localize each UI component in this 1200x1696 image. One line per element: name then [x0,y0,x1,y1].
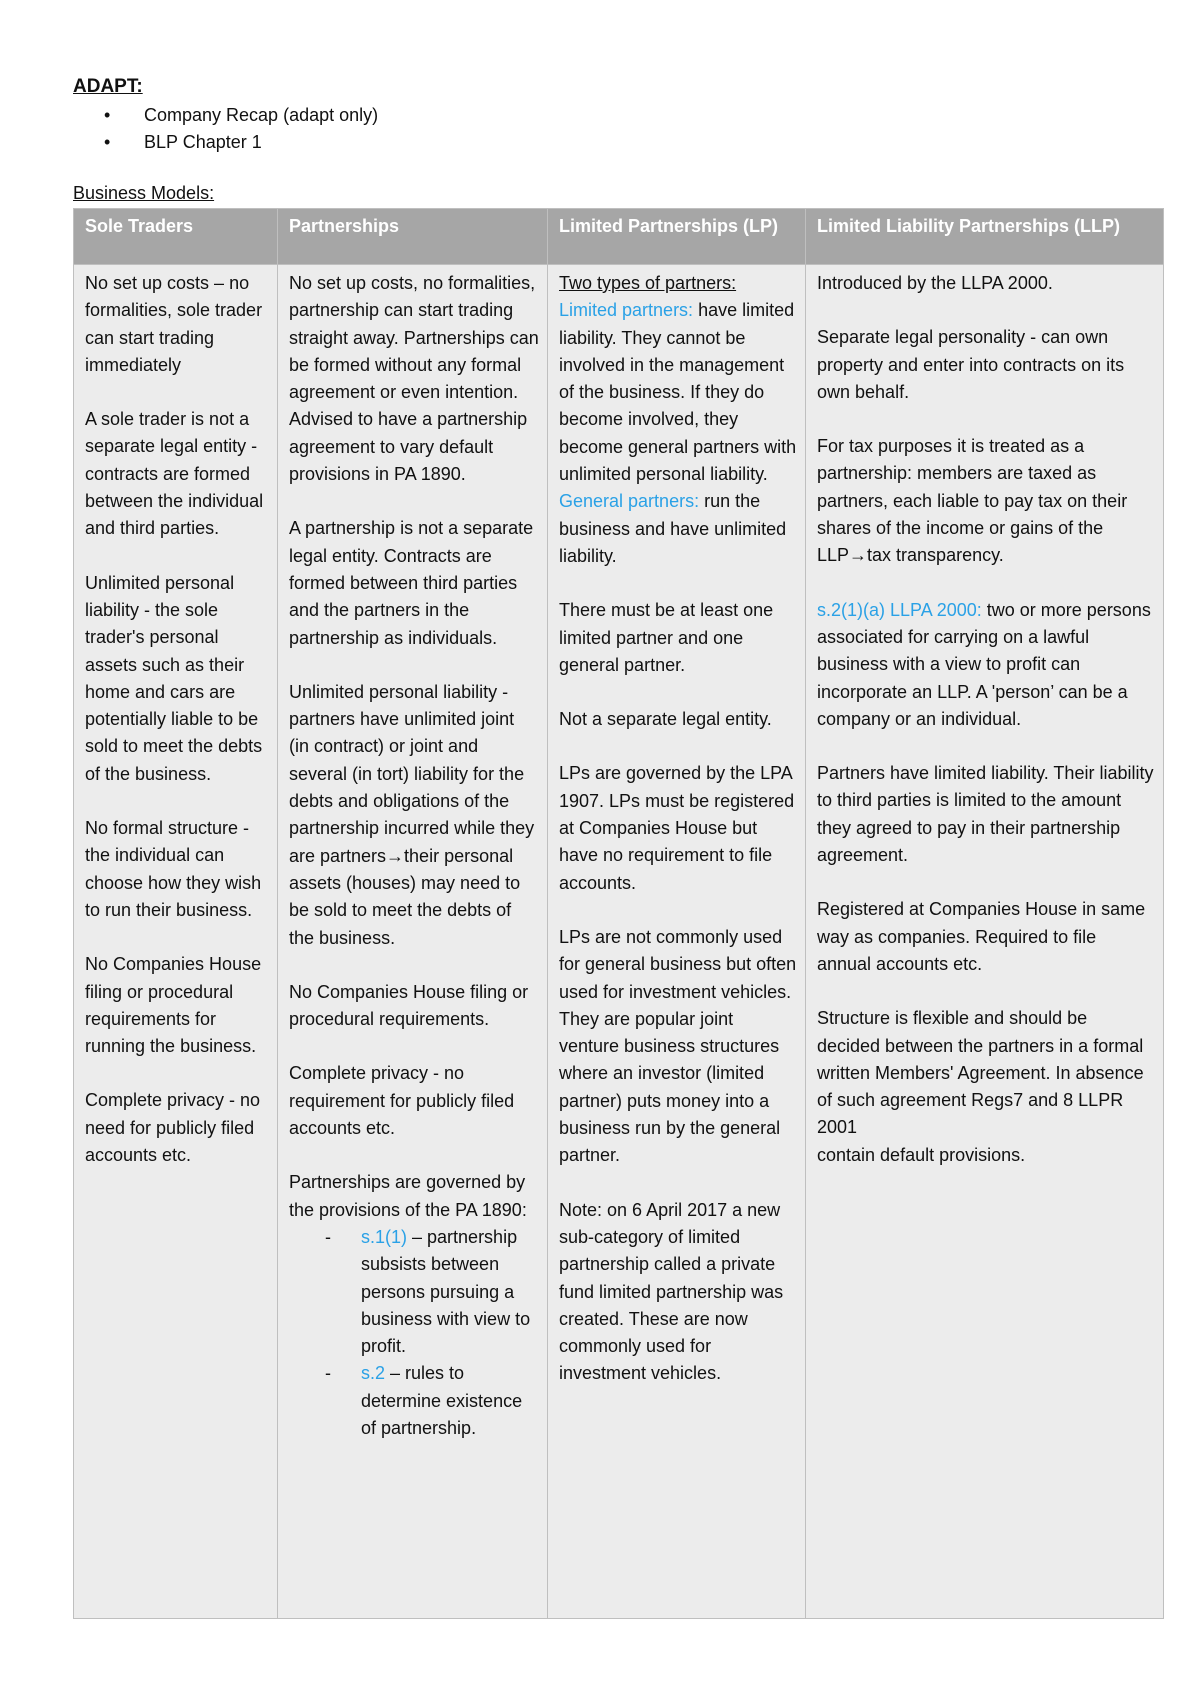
topic-item: • BLP Chapter 1 [104,129,378,156]
partnerships-point: No Companies House filing or procedural requirements. [289,981,529,1030]
lp-limited-text: have limited liability. They cannot be involved in the management of the business. If they do become involved, they become general partners with unlimited personal liability. [559,300,797,485]
llp-point: For tax purposes it is treated as a partnership: members are taxed as partners, each liable to pay tax on their shares of the income or gains of the LLP→tax transparency. [817,436,1128,566]
lp-point: There must be at least one limited partner and one general partner. [559,600,774,675]
llp-point: Partners have limited liability. Their liability to third parties is limited to the amount they agreed to pay in their partnership agreement. [817,763,1154,866]
topic-item: • Company Recap (adapt only) [104,102,378,129]
sole-traders-point: No formal structure - the individual can choose how they wish to run their business. [85,818,262,920]
section-description: – rules to determine existence of partnership. [361,1363,523,1438]
llp-statute-reference: s.2(1)(a) LLPA 2000: [817,599,982,620]
pa-1890-section-list [325,1224,539,1442]
lp-point: Not a separate legal entity. [559,709,772,730]
lp-intro: Two types of partners: [559,273,737,293]
lp-point: Note: on 6 April 2017 a new sub-category of limited partnership called a private fund limited partnership was created. These are now commonly used for investment vehicles. [559,1199,784,1384]
sole-traders-point: No set up costs – no formalities, sole trader can start trading immediately [85,273,263,375]
lp-partner-types [559,270,797,570]
partnerships-point: Complete privacy - no requirement for publicly filed accounts etc. [289,1063,515,1139]
column-header-sole-traders: Sole Traders [74,209,278,265]
llp-statute-text: two or more persons associated for carrying on a lawful business with a view to profit can incorporate an LLP. A 'person’ can be a company or an individual. [817,599,1151,729]
llp-point [817,1005,1155,1169]
sole-traders-point: Unlimited personal liability - the sole trader's personal assets such as their home and cars are potentially liable to be sold to meet the debts of the business. [85,572,263,784]
lp-point: LPs are not commonly used for general business but often used for investment vehicles. They are popular joint venture business structures where an investor (limited partner) puts money into a business run by the general partner. [559,926,797,1166]
lp-limited-label: Limited partners: [559,300,694,321]
sole-traders-point: Complete privacy - no need for publicly filed accounts etc. [85,1090,261,1166]
column-header-limited-partnerships: Limited Partnerships (LP) [548,209,806,265]
llp-structure-text: Structure is flexible and should be decided between the partners in a formal written Members' Agreement. In absence of such agreement Regs7 and 8 LLPR 2001 [817,1008,1144,1138]
section-title: Business Models: [73,183,215,203]
llp-point: Introduced by the LLPA 2000. [817,273,1053,293]
section-reference: s.2 [361,1363,386,1384]
llp-cell [806,265,1164,1619]
column-header-partnerships: Partnerships [278,209,548,265]
sole-traders-cell [74,265,278,1619]
business-models-table [73,208,1164,1619]
llp-default-provisions: contain default provisions. [817,1144,1026,1165]
sole-traders-point: No Companies House filing or procedural requirements for running the business. [85,954,262,1057]
pa-section-item [325,1360,539,1442]
partnerships-point: Unlimited personal liability - partners have unlimited joint (in contract) or joint and several (in tort) liability for the debts and obligations of the partnership incurred while they are partners→their personal assets (houses) may need to be sold to meet the debts of the business. [289,681,535,948]
page-heading: ADAPT: [73,76,143,97]
limited-partnerships-cell [548,265,806,1619]
table-header-row [74,209,1164,265]
lp-point: LPs are governed by the LPA 1907. LPs must be registered at Companies House but have no requirement to file accounts. [559,763,795,893]
llp-point: Registered at Companies House in same way as companies. Required to file annual accounts etc. [817,899,1146,974]
table-row [74,265,1164,1619]
pa-section-item [325,1224,539,1360]
llp-point [817,597,1155,733]
sole-traders-point: A sole trader is not a separate legal entity - contracts are formed between the individual and third parties. [85,409,264,539]
section-description: – partnership subsists between persons pursuing a business with view to profit. [361,1226,531,1357]
topic-list [104,102,378,156]
lp-general-text: run the business and have unlimited liability. [559,491,787,566]
section-reference: s.1(1) [361,1226,408,1247]
partnerships-point: No set up costs, no formalities, partnership can start trading straight away. Partnerships can be formed without any formal agreement or even intention. Advised to have a partnership agreement to vary default provisions in PA 1890. [289,273,539,485]
llp-point: Separate legal personality - can own property and enter into contracts on its own behalf. [817,327,1125,402]
partnerships-cell [278,265,548,1619]
partnerships-point: A partnership is not a separate legal entity. Contracts are formed between third parties and the partners in the partnership as individuals. [289,518,534,648]
partnerships-point: Partnerships are governed by the provisions of the PA 1890: [289,1172,527,1220]
lp-general-label: General partners: [559,491,700,512]
column-header-llp: Limited Liability Partnerships (LLP) [806,209,1164,265]
